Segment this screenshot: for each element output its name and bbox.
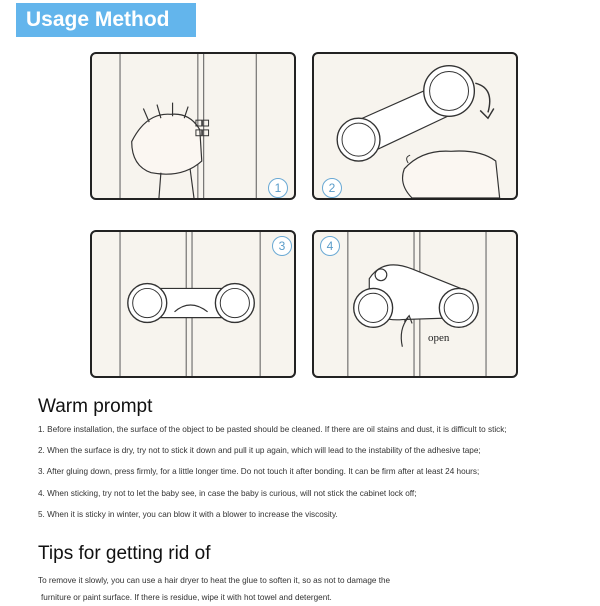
step-number-3: 3 xyxy=(272,236,292,256)
tips-text xyxy=(38,572,578,606)
warm-prompt-heading: Warm prompt xyxy=(38,396,153,417)
warm-prompt-step-5: 5. When it is sticky in winter, you can blow it with a blower to increase the viscosity. xyxy=(38,510,338,519)
warm-prompt-step-3: 3. After gluing down, press firmly, for a little longer time. Do not touch it after bonding. It can be firm after at least 24 hours; xyxy=(38,467,480,476)
step-number-4: 4 xyxy=(320,236,340,256)
lock-installed-illustration xyxy=(92,232,294,376)
banner-title: Usage Method xyxy=(26,8,170,31)
step-illustration-2 xyxy=(312,52,518,200)
tips-line-2: furniture or paint surface. If there is residue, wipe it with hot towel and detergent. xyxy=(41,593,332,602)
step-illustration-1 xyxy=(90,52,296,200)
tips-line-1: To remove it slowly, you can use a hair dryer to heat the glue to soften it, so as not to damage the xyxy=(38,576,391,585)
step-number-1: 1 xyxy=(268,178,288,198)
warm-prompt-step-1: 1. Before installation, the surface of the object to be pasted should be cleaned. If there are oil stains and dust, it is difficult to stick; xyxy=(38,425,507,434)
usage-method-banner xyxy=(16,3,196,37)
step-number-2: 2 xyxy=(322,178,342,198)
lock-open-illustration xyxy=(314,232,516,376)
open-annotation: open xyxy=(428,332,450,344)
peel-backing-illustration xyxy=(314,54,516,198)
tips-heading: Tips for getting rid of xyxy=(38,543,211,564)
warm-prompt-step-4: 4. When sticking, try not to let the baby see, in case the baby is curious, will not stick the cabinet lock off; xyxy=(38,489,417,498)
warm-prompt-step-2: 2. When the surface is dry, try not to stick it down and pull it up again, which will lead to the instability of the adhesive tape; xyxy=(38,446,481,455)
step-illustration-4 xyxy=(312,230,518,378)
step-illustration-3 xyxy=(90,230,296,378)
cleaning-hand-illustration xyxy=(92,54,294,198)
